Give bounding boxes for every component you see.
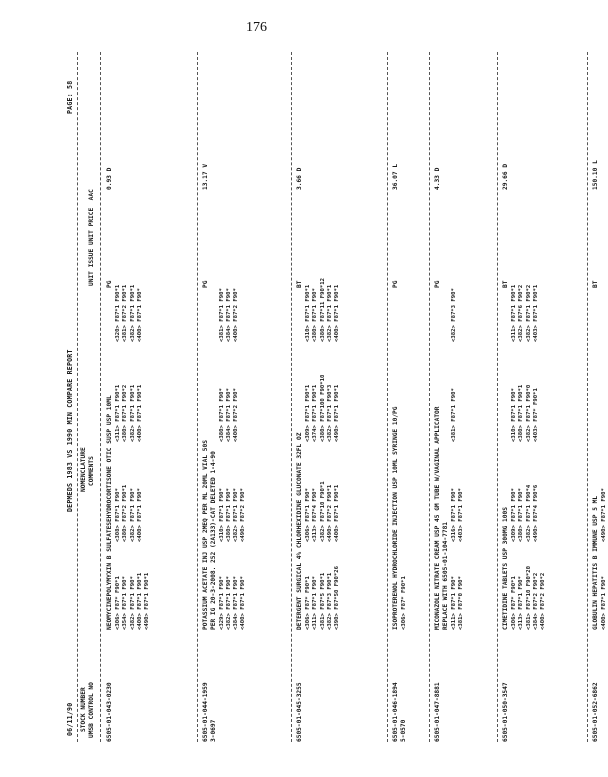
usage-code-column: <381> F87*1 F90*: [450, 388, 457, 442]
nomenclature: DETERGENT SURGICAL 4% CHLORHEXIDINE GLUCONATE 32FL OZ: [296, 432, 303, 630]
row-divider: [197, 52, 198, 742]
comments-column-header: COMMENTS: [88, 456, 95, 486]
usage-code-column: <381> F87*1 F90* <384> F87*1 F90* <400> F87*2 F90*: [218, 288, 240, 342]
unit-issue: BT: [592, 280, 599, 288]
report-content: [62, 52, 607, 742]
usage-code-column: <329> F87*1 F90* <382> F87*1 F90* <384> F87*1 F90* <400> F87*1 F90*: [218, 576, 247, 630]
usage-code-column: <490> F87*1 F90*: [601, 488, 607, 542]
unit-price: 3.66 D: [296, 167, 303, 190]
usage-code-column: <309> F87*1 F90*1 <374> F87*1 F90*1 <380> F87*100 F90*10 <382> F87*1 F90*3 <490> F87*1 F90*1: [305, 374, 341, 442]
stock-column-header: STOCK NUMBER: [80, 687, 87, 732]
nomenclature: GLOBULIN HEPATITIS B IMMUNE USP 5 ML: [592, 495, 599, 630]
column-headers: [80, 52, 100, 742]
report-header: [64, 52, 76, 742]
unit-price: 36.07 L: [392, 163, 399, 190]
unit-issue: PG: [392, 280, 399, 288]
nomenclature-column-header: NOMENCLATURE: [80, 447, 87, 492]
stock-number: 6505-01-046-1894 5-0570: [392, 682, 407, 742]
stock-number: 6505-01-047-8881: [434, 682, 441, 742]
report-title: DEPMEDS 1983 VS 1990 MIN COMPARE REPORT: [66, 349, 74, 512]
control-column-header: UMSB CONTROL NO: [88, 682, 95, 738]
usage-code-column: <309> F87*1 F90* <380> F87*1 F90* <382> F87*1 F90*4 <490> F87*4 F90*6: [511, 484, 539, 542]
usage-code-column: <400> F87*1 F90*: [601, 576, 607, 630]
unit-price-column-header: UNIT ISSUE UNIT PRICE AAC: [88, 189, 95, 286]
rotated-report-sheet: [62, 52, 607, 742]
unit-price: 0.93 D: [106, 167, 113, 190]
usage-code-column: <382> F87*3 F90*: [450, 288, 457, 342]
usage-code-column: <308> F87*1 F90* <380> F87*2 F90*1 <382> F87*1 F90* <400> F87*1 F90*: [115, 484, 143, 542]
unit-issue: BT: [502, 280, 509, 288]
usage-code-column: <310> F87*1 F90* <380> F87*1 F90*1 <382> F87*1 F90*0 <403> F87* F90*1: [511, 384, 539, 442]
unit-issue: PG: [434, 280, 441, 288]
usage-code-column: <306> F87* F90*1 <311> F87*1 F90* <381> F87*5 F90*1 <382> F87*3 F90*1 <390> F87*50 F90*26: [305, 566, 341, 630]
nomenclature: CIMETIDINE TABLETS USP 300MG 100S: [502, 507, 509, 630]
usage-code-column: <306> F87*1 F90* <313> F87*4 F90* <382> F87*10 F90*1 <490> F87*2 F90*1 <400> F87*1 F90*1: [305, 481, 341, 542]
nomenclature: NEOMYCINEPOLYMYXIN B SULFATESEHYDROCORTISONE OTIC SUSP USP 10ML: [106, 395, 113, 630]
column-header-rule: [100, 52, 101, 742]
usage-code-column: <311> F87*1 F90*1 <380> F87*1 F90*2 <382> F87*1 F90*1 <400> F87*1 F90*1: [115, 384, 143, 442]
page-label: PAGE: 58: [66, 80, 74, 114]
stock-number: 6505-01-052-6862: [592, 682, 599, 742]
usage-code-column: <306> F87* F90*1 <313> F87*1 F90* <381> F87*10 F90*20 <384> F87*2 F90*2 <400> F87*2 F90*2: [511, 566, 547, 630]
nomenclature: POTASSIUM ACETATE INJ USP 2MEQ PER ML 20ML VIAL 50S PER IG 20-3-2008. 252 (2A133)-CAT DELETED 1-4-90: [202, 440, 217, 630]
header-rule: [77, 52, 78, 742]
usage-code-column: <311> F87*1 F90* <381> F87*0 F90*: [450, 576, 464, 630]
row-divider: [497, 52, 498, 742]
usage-code-column: <310> F87*1 F90*1 <380> F87*1 F90* <380> F87*11 F90*12 <382> F87*1 F90*1 <400> F87*1 F90*1: [305, 278, 341, 342]
usage-code-column: <380> F87*1 F90* <384> F87*1 F90* <400> F87*2 F90*: [218, 388, 240, 442]
usage-code-column: <306> F87* F90*1 <354> F87*1 F90* <382> F87*1 F90* <400> F87*1 F90*1 <490> F87*1 F90*1: [115, 572, 151, 630]
usage-code-column: <311> F87*1 F90*1 <382> F87*6 F90*2 <382> F87*1 F90*2 <403> F87*1 F90*1: [511, 284, 539, 342]
unit-price: 13.17 V: [202, 163, 209, 190]
unit-price: 4.33 D: [434, 167, 441, 190]
unit-issue: PG: [202, 280, 209, 288]
report-date: 06/11/90: [66, 702, 74, 736]
usage-code-column: <316> F87*1 F90* <403> F87*1 F90*: [450, 488, 464, 542]
row-divider: [291, 52, 292, 742]
nomenclature: ISOPROTERENOL HYDROCHLORIDE INJECTION USP 10ML SYRINGE 10/PG: [392, 406, 399, 630]
stock-number: 6505-01-045-3255: [296, 682, 303, 742]
row-divider: [387, 52, 388, 742]
stock-number: 6505-01-044-1959 3-0697: [202, 682, 217, 742]
page-number: 176: [246, 20, 267, 35]
unit-issue: BT: [296, 280, 303, 288]
stock-number: 6505-01-043-0230: [106, 682, 113, 742]
nomenclature: MICONAZOLE NITRATE CREAM USP 45 GM TUBE W/VAGINAL APPLICATOR REPLACE WITH 6505-01-104-7781: [434, 406, 449, 630]
unit-price: 29.66 D: [502, 163, 509, 190]
usage-code-column: <306> F87* F90*1: [401, 576, 407, 630]
stock-number: 6505-01-050-3547: [502, 682, 509, 742]
usage-code-column: <320> F87*1 F90*1 <381> F87*2 F90*1 <382> F87*1 F90*1 <400> F87*1 F90*: [115, 284, 143, 342]
row-divider: [587, 52, 588, 742]
row-divider: [429, 52, 430, 742]
unit-issue: PG: [106, 280, 113, 288]
usage-code-column: <310> F87*1 F90* <380> F87*1 F90* <382> F87*1 F90* <490> F87*2 F90*: [218, 488, 247, 542]
unit-price: 150.10 L: [592, 160, 599, 190]
